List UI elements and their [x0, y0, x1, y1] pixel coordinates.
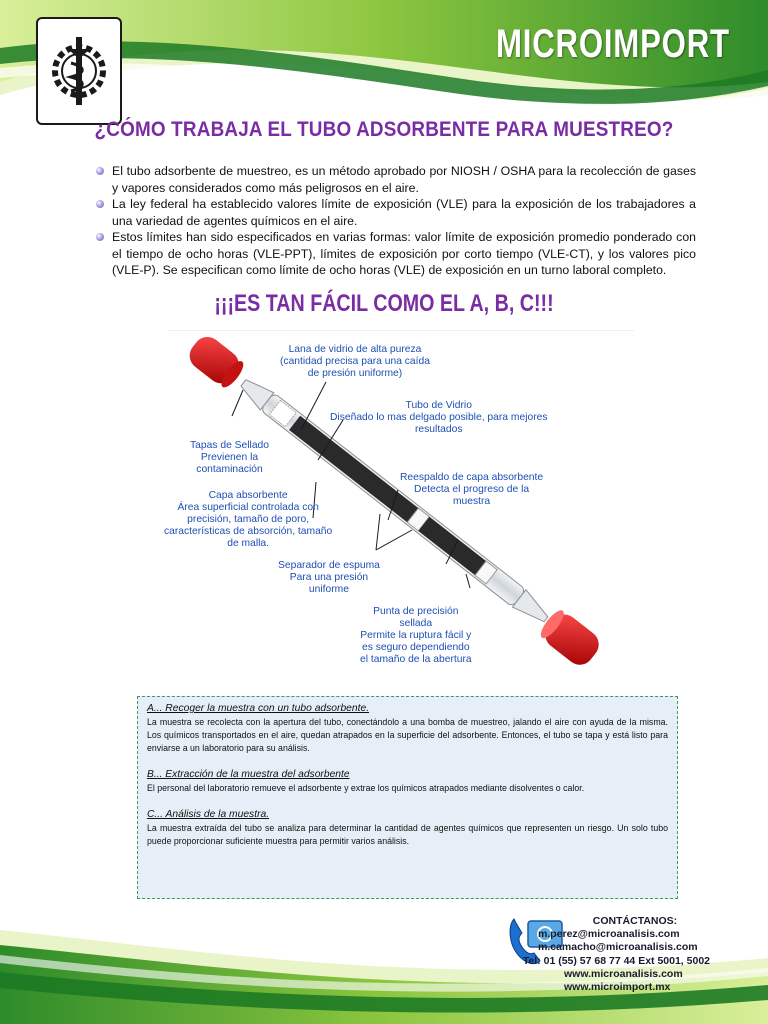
contact-title: CONTÁCTANOS:: [592, 915, 678, 927]
label-backup-layer: Reespaldo de capa absorbente Detecta el progreso de la muestra: [400, 472, 544, 507]
step-b-text: El personal del laboratorio remueve el adsorbente y extrae los químicos atrapados mediante disolventes o calor.: [147, 783, 585, 793]
step-b-title: B... Extracción de la muestra del adsorbente: [147, 769, 350, 780]
bullet-item: La ley federal ha establecido valores límite de exposición (VLE) para la exposición de los trabajadores a una variedad de agentes químicos en el aire.: [96, 196, 696, 229]
label-foam-separator: Separador de espuma Para una presión uniforme: [278, 560, 380, 595]
label-glass-wool: Lana de vidrio de alta pureza (cantidad precisa para una caída de presión uniforme): [280, 344, 430, 379]
contact-email-2[interactable]: m.camacho@microanalisis.com: [538, 941, 698, 954]
bullet-icon: [96, 167, 104, 175]
label-sealed-tip: Punta de precisión sellada Permite la ruptura fácil y es seguro dependiendo el tamaño de la abertura: [360, 606, 472, 665]
bullet-item: El tubo adsorbente de muestreo, es un método aprobado por NIOSH / OSHA para la recolección de gases y vapores considerados como más peligrosos en el aire.: [96, 163, 696, 196]
step-a-title: A... Recoger la muestra con un tubo adsorbente.: [147, 703, 370, 714]
step-c-title: C... Análisis de la muestra.: [147, 809, 270, 820]
slogan: ¡¡¡ES TAN FÁCIL COMO EL A, B, C!!!: [214, 290, 554, 317]
contact-web-1[interactable]: www.microanalisis.com: [564, 967, 683, 980]
contact-web-2[interactable]: www.microimport.mx: [564, 981, 671, 994]
contact-block: [520, 915, 710, 994]
brand-name: MICROIMPORT: [496, 22, 730, 66]
company-logo: [36, 17, 122, 125]
page-title: ¿CÓMO TRABAJA EL TUBO ADSORBENTE PARA MUESTREO?: [94, 118, 674, 141]
step-a-text: La muestra se recolecta con la apertura del tubo, conectándolo a una bomba de muestreo, jalando el aire con ayuda de la misma. Los químicos transportados en el aire, quedan atrapados en la superficie del adsorbente. Entonces, el tubo se tapa y está listo para enviarse a un laboratorio para su análisis.: [147, 717, 668, 753]
step-c-text: La muestra extraída del tubo se analiza para determinar la cantidad de agentes químicos que representen un riesgo. Un solo tubo puede proporcionar suficiente muestra para permitir varios análisis.: [147, 823, 668, 846]
contact-phone: Tel: 01 (55) 57 68 77 44 Ext 5001, 5002: [522, 954, 710, 967]
intro-bullet-list: [96, 163, 696, 279]
bullet-icon: [96, 200, 104, 208]
bullet-icon: [96, 233, 104, 241]
steps-box: [137, 696, 678, 899]
bullet-item: Estos límites han sido especificados en varias formas: valor límite de exposición promedio ponderado con el tiempo de ocho horas (VLE-PPT), límites de exposición por corto tiempo (VLE-CT), y los valores pico (VLE-P). Se especifican como límite de ocho horas (VLE) de exposición en un turno laboral completo.: [96, 229, 696, 279]
label-glass-tube: Tubo de Vidrio Diseñado lo mas delgado posible, para mejores resultados: [330, 400, 548, 435]
sorbent-tube-diagram: [164, 330, 634, 682]
label-seal-caps: Tapas de Sellado Previenen la contaminación: [190, 440, 270, 475]
label-adsorbent-layer: Capa absorbente Área superficial controlada con precisión, tamaño de poro, características de absorción, tamaño de malla.: [164, 490, 333, 549]
contact-email-1[interactable]: m.perez@microanalisis.com: [538, 928, 680, 941]
